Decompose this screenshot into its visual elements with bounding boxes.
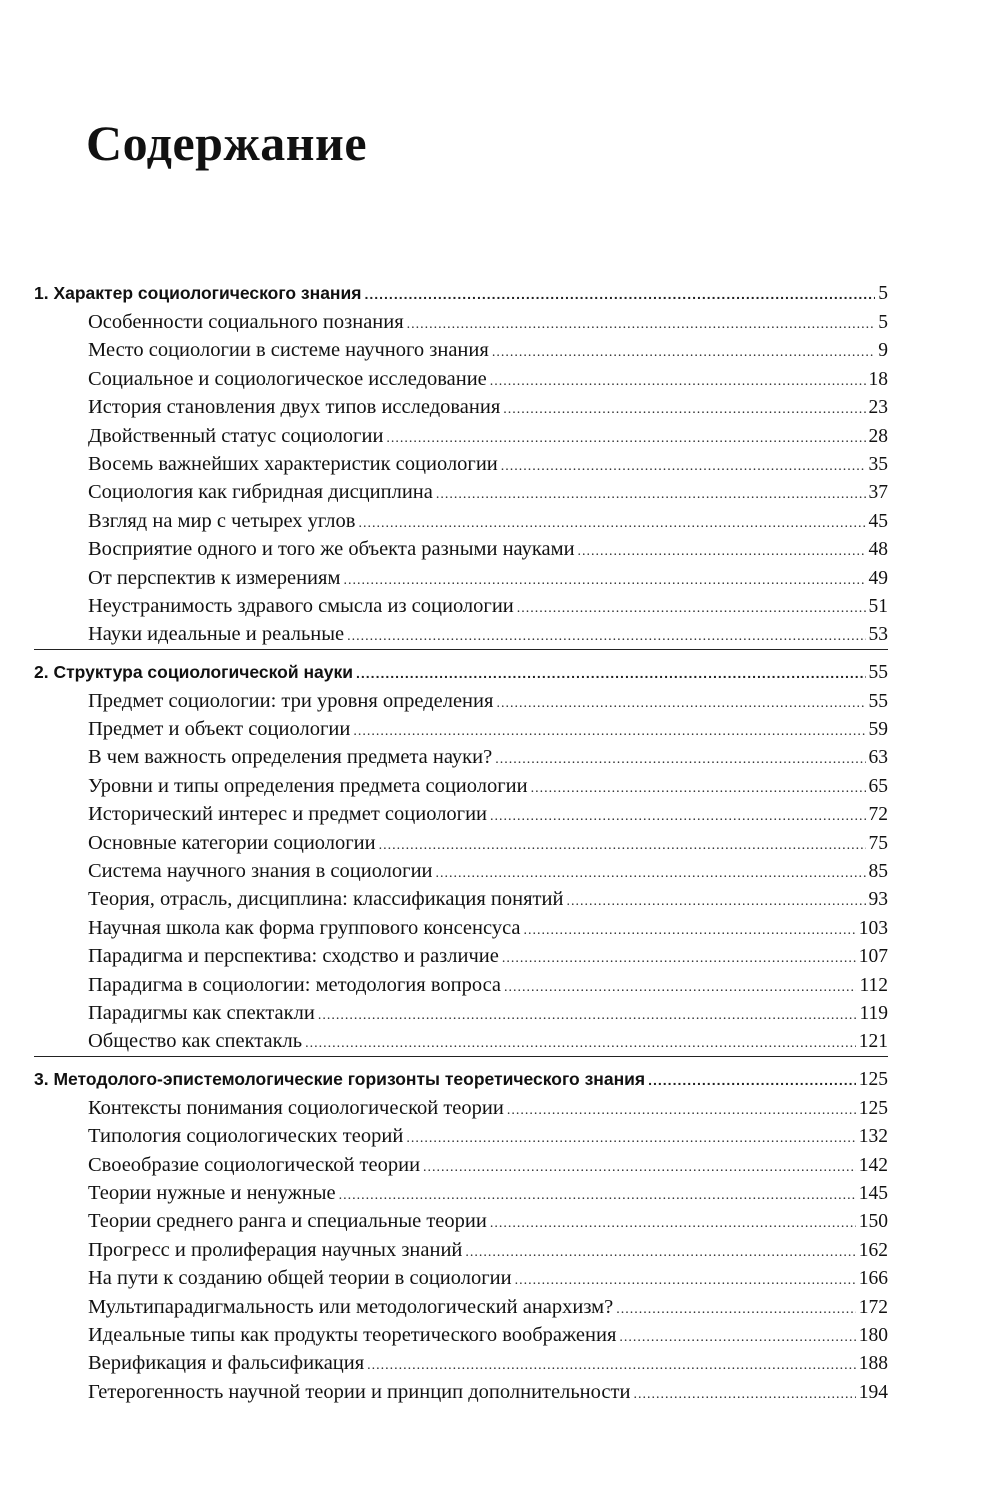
entry-page: 28 <box>868 425 888 447</box>
entry-page: 150 <box>858 1211 888 1233</box>
dot-leader <box>515 1267 856 1295</box>
dot-leader <box>436 481 866 509</box>
entry-page: 9 <box>878 340 888 362</box>
entry-title: Парадигма и перспектива: сходство и различие <box>88 945 499 968</box>
dot-leader <box>501 453 866 481</box>
toc-entry[interactable] <box>34 620 888 648</box>
toc-entry[interactable] <box>34 715 888 743</box>
entry-title: Восприятие одного и того же объекта разными науками <box>88 538 575 561</box>
toc-entry[interactable] <box>34 942 888 970</box>
dot-leader <box>465 1239 855 1267</box>
dot-leader <box>423 1154 856 1182</box>
entry-page: 23 <box>868 397 888 419</box>
entry-page: 112 <box>859 974 888 996</box>
entry-title: Двойственный статус социологии <box>88 424 384 447</box>
dot-leader <box>578 538 866 566</box>
toc-entry[interactable] <box>34 1236 888 1264</box>
toc-entry[interactable] <box>34 308 888 336</box>
dot-leader <box>495 746 865 774</box>
entry-title: Парадигмы как спектакли <box>88 1001 315 1024</box>
toc-entry[interactable] <box>34 365 888 393</box>
dot-leader <box>633 1381 855 1409</box>
entry-page: 37 <box>868 482 888 504</box>
toc-entry[interactable] <box>34 1151 888 1179</box>
entry-title: Теории нужные и ненужные <box>88 1181 336 1204</box>
entry-page: 51 <box>868 595 888 617</box>
entry-title: Взгляд на мир с четырех углов <box>88 509 356 532</box>
entry-title: Гетерогенность научной теории и принцип дополнительности <box>88 1380 631 1403</box>
dot-leader <box>619 1324 855 1352</box>
chapter-title: 2. Структура социологической науки <box>34 661 354 682</box>
dot-leader <box>353 718 865 746</box>
toc-entry[interactable] <box>34 971 888 999</box>
entry-title: Науки идеальные и реальные <box>88 623 345 646</box>
toc-entry[interactable] <box>34 1349 888 1377</box>
entry-page: 85 <box>868 861 888 883</box>
dot-leader <box>502 945 856 973</box>
entry-page: 75 <box>868 832 888 854</box>
toc-entry[interactable] <box>34 743 888 771</box>
toc-entry[interactable] <box>34 800 888 828</box>
entry-page: 107 <box>858 946 888 968</box>
dot-leader <box>507 1097 856 1125</box>
entry-page: 45 <box>868 510 888 532</box>
entry-page: 48 <box>868 539 888 561</box>
entry-page: 172 <box>858 1296 888 1318</box>
dot-leader <box>490 368 866 396</box>
toc-entry[interactable] <box>34 450 888 478</box>
toc-entry[interactable] <box>34 1027 888 1055</box>
chapter-heading[interactable] <box>34 657 888 687</box>
page-title: Содержание <box>86 115 368 171</box>
toc-entry[interactable] <box>34 772 888 800</box>
entry-page: 166 <box>858 1268 888 1290</box>
toc-entry[interactable] <box>34 507 888 535</box>
chapter-page: 55 <box>868 661 888 683</box>
dot-leader <box>436 860 866 888</box>
toc-entry[interactable] <box>34 478 888 506</box>
dot-leader <box>503 396 865 424</box>
entry-title: Верификация и фальсификация <box>88 1352 365 1375</box>
toc-entry[interactable] <box>34 1094 888 1122</box>
entry-title: Своеобразие социологической теории <box>88 1153 421 1176</box>
entry-title: Мультипарадигмальность или методологический анархизм? <box>88 1295 614 1318</box>
entry-page: 145 <box>858 1182 888 1204</box>
entry-page: 142 <box>858 1154 888 1176</box>
entry-title: Теории среднего ранга и специальные теории <box>88 1210 487 1233</box>
entry-page: 18 <box>868 368 888 390</box>
dot-leader <box>356 658 865 688</box>
dot-leader <box>531 775 866 803</box>
entry-page: 35 <box>868 453 888 475</box>
chapter-heading[interactable] <box>34 278 888 308</box>
entry-page: 188 <box>858 1353 888 1375</box>
dot-leader <box>339 1182 856 1210</box>
entry-page: 65 <box>868 775 888 797</box>
toc-entry[interactable] <box>34 422 888 450</box>
dot-leader <box>305 1030 856 1058</box>
toc-entry[interactable] <box>34 535 888 563</box>
entry-page: 55 <box>868 690 888 712</box>
toc-entry[interactable] <box>34 393 888 421</box>
dot-leader <box>407 311 876 339</box>
dot-leader <box>490 803 865 831</box>
entry-title: Прогресс и пролиферация научных знаний <box>88 1238 463 1261</box>
entry-title: От перспектив к измерениям <box>88 566 341 589</box>
entry-page: 53 <box>868 624 888 646</box>
entry-page: 72 <box>868 804 888 826</box>
entry-title: Парадигма в социологии: методология вопроса <box>88 973 502 996</box>
toc-entry[interactable] <box>34 1122 888 1150</box>
chapter-1 <box>34 278 888 650</box>
toc-entry[interactable] <box>34 999 888 1027</box>
dot-leader <box>386 425 865 453</box>
dot-leader <box>358 510 865 538</box>
dot-leader <box>504 974 856 1002</box>
entry-title: Восемь важнейших характеристик социологии <box>88 452 498 475</box>
dot-leader <box>517 595 866 623</box>
toc-entry[interactable] <box>34 1207 888 1235</box>
entry-title: Предмет социологии: три уровня определения <box>88 689 494 712</box>
entry-title: На пути к созданию общей теории в социологии <box>88 1267 512 1290</box>
dot-leader <box>343 567 865 595</box>
chapter-title: 3. Методолого-эпистемологические горизонты теоретического знания <box>34 1068 646 1089</box>
entry-page: 180 <box>858 1324 888 1346</box>
entry-title: Система научного знания в социологии <box>88 860 433 883</box>
entry-page: 125 <box>858 1097 888 1119</box>
chapter-2 <box>34 657 888 1057</box>
toc-entry[interactable] <box>34 885 888 913</box>
chapter-title: 1. Характер социологического знания <box>34 283 362 303</box>
toc-entry[interactable] <box>34 336 888 364</box>
toc-entry[interactable] <box>34 592 888 620</box>
entry-title: Предмет и объект социологии <box>88 718 351 741</box>
entry-page: 103 <box>858 917 888 939</box>
dot-leader <box>490 1210 856 1238</box>
entry-page: 119 <box>859 1002 888 1024</box>
entry-title: Уровни и типы определения предмета социологии <box>88 774 528 797</box>
toc-entry[interactable] <box>34 1293 888 1321</box>
entry-title: Идеальные типы как продукты теоретического воображения <box>88 1323 617 1346</box>
toc-entry[interactable] <box>34 857 888 885</box>
dot-leader <box>379 832 866 860</box>
dot-leader <box>318 1002 857 1030</box>
entry-page: 162 <box>858 1239 888 1261</box>
dot-leader <box>492 339 875 367</box>
entry-title: В чем важность определения предмета науки? <box>88 746 493 769</box>
entry-page: 5 <box>878 312 888 333</box>
dot-leader <box>406 1125 855 1153</box>
entry-title: Социальное и социологическое исследование <box>88 367 487 390</box>
toc-entry[interactable] <box>34 829 888 857</box>
entry-title: Социология как гибридная дисциплина <box>88 481 433 504</box>
entry-title: Теория, отрасль, дисциплина: классификация понятий <box>88 888 564 911</box>
chapter-heading[interactable] <box>34 1064 888 1094</box>
toc-entry[interactable] <box>34 564 888 592</box>
entry-page: 132 <box>858 1126 888 1148</box>
table-of-contents <box>34 278 888 1413</box>
entry-page: 93 <box>868 889 888 911</box>
entry-title: Место социологии в системе научного знания <box>88 339 489 362</box>
toc-entry[interactable] <box>34 914 888 942</box>
entry-title: Контексты понимания социологической теории <box>88 1096 504 1119</box>
dot-leader <box>616 1296 855 1324</box>
entry-title: Общество как спектакль <box>88 1030 303 1053</box>
toc-entry[interactable] <box>34 1179 888 1207</box>
entry-page: 121 <box>858 1031 888 1053</box>
toc-entry[interactable] <box>34 687 888 715</box>
entry-title: Научная школа как форма группового консенсуса <box>88 916 521 939</box>
entry-title: Неустранимость здравого смысла из социологии <box>88 594 514 617</box>
dot-leader <box>648 1065 856 1095</box>
chapter-page: 125 <box>858 1068 888 1090</box>
entry-title: История становления двух типов исследования <box>88 396 501 419</box>
dot-leader <box>364 279 875 309</box>
entry-page: 59 <box>868 719 888 741</box>
entry-page: 49 <box>868 567 888 589</box>
entry-page: 194 <box>858 1381 888 1403</box>
entry-title: Основные категории социологии <box>88 831 376 854</box>
toc-entry[interactable] <box>34 1264 888 1292</box>
dot-leader <box>566 888 865 916</box>
chapter-3 <box>34 1064 888 1406</box>
dot-leader <box>347 623 865 651</box>
entry-title: Типология социологических теорий <box>88 1125 404 1148</box>
chapter-page: 5 <box>878 283 888 304</box>
entry-page: 63 <box>868 747 888 769</box>
dot-leader <box>496 690 865 718</box>
toc-entry[interactable] <box>34 1321 888 1349</box>
entry-title: Исторический интерес и предмет социологии <box>88 803 488 826</box>
dot-leader <box>524 917 856 945</box>
dot-leader <box>367 1352 856 1380</box>
toc-entry[interactable] <box>34 1378 888 1406</box>
entry-title: Особенности социального познания <box>88 311 404 333</box>
